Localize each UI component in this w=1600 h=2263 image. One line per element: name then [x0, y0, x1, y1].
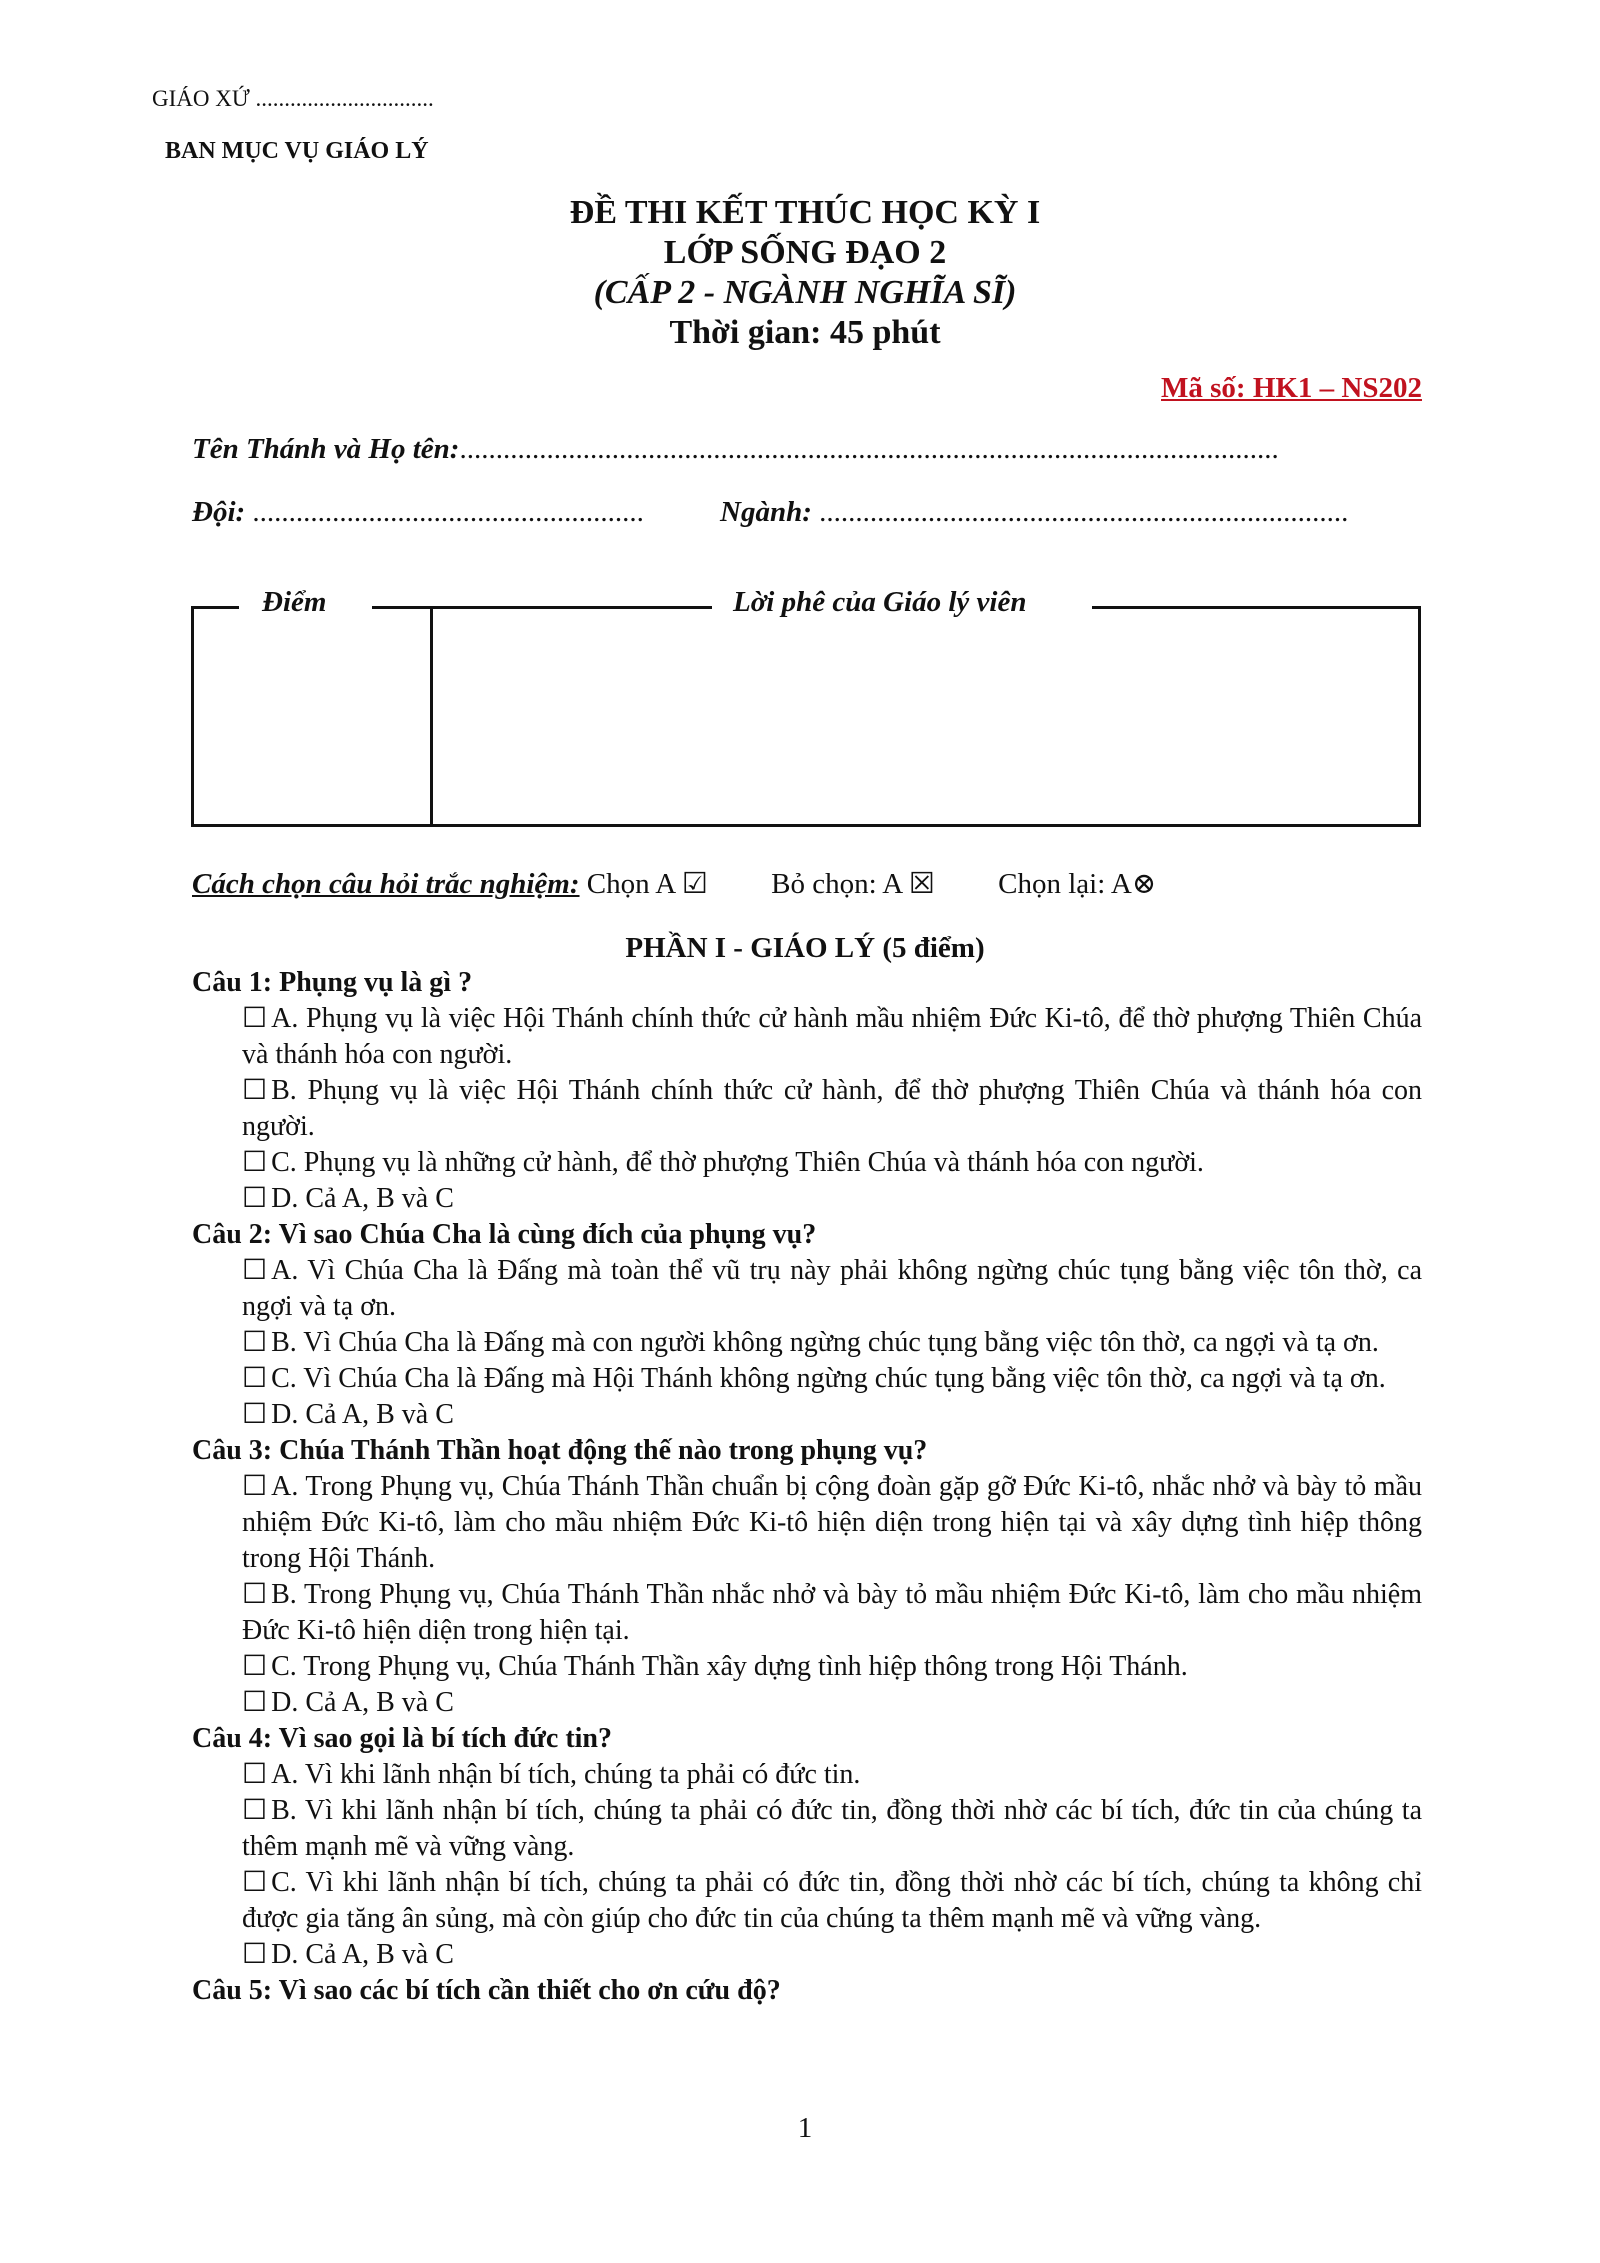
option-text: A. Phụng vụ là việc Hội Thánh chính thức cử hành mầu nhiệm Đức Ki-tô, để thờ phượng Thiên Chúa và thánh hóa con người. — [242, 1003, 1422, 1070]
branch-dots: ......................................................................... — [819, 496, 1349, 528]
checkbox-icon[interactable]: ☐ — [242, 1003, 268, 1034]
board-name: BAN MỤC VỤ GIÁO LÝ — [165, 138, 429, 164]
answer-instructions — [192, 866, 1156, 901]
answer-option[interactable] — [242, 1577, 1422, 1649]
checkbox-icon[interactable]: ☐ — [242, 1687, 268, 1718]
grade-box — [191, 608, 1421, 827]
checkbox-icon[interactable]: ☐ — [242, 1075, 268, 1106]
question-title: Câu 1: Phụng vụ là gì ? — [192, 967, 473, 998]
team-label: Đội: — [192, 496, 246, 528]
answer-option[interactable] — [242, 1181, 1422, 1217]
team-dots: ...................................................... — [252, 496, 644, 528]
questions-list — [192, 965, 1422, 2009]
checkbox-icon[interactable]: ☐ — [242, 1651, 268, 1682]
question-title: Câu 3: Chúa Thánh Thần hoạt động thế nào trong phụng vụ? — [192, 1435, 928, 1466]
reselect-instruction: Chọn lại: A⊗ — [998, 868, 1157, 900]
answer-option[interactable] — [242, 1865, 1422, 1937]
answer-option[interactable] — [242, 1469, 1422, 1577]
option-text: A. Trong Phụng vụ, Chúa Thánh Thần chuẩn bị cộng đoàn gặp gỡ Đức Ki-tô, nhắc nhở và bày tỏ mầu nhiệm Đức Ki-tô, làm cho mầu nhiệm Đức Ki-tô hiện diện trong hiện tại và xây dựng tình hiệp thông trong Hội Thánh. — [242, 1471, 1422, 1574]
answer-option[interactable] — [242, 1253, 1422, 1325]
class-title: LỚP SỐNG ĐẠO 2 — [663, 234, 947, 271]
grade-box-top-left — [191, 606, 239, 609]
checkbox-icon[interactable]: ☐ — [242, 1255, 268, 1286]
branch-label: Ngành: — [720, 496, 812, 528]
page-number: 1 — [797, 2112, 813, 2144]
question-title: Câu 5: Vì sao các bí tích cần thiết cho ơn cứu độ? — [192, 1975, 781, 2006]
grade-box-top-right — [1092, 606, 1421, 609]
answer-option[interactable] — [242, 1793, 1422, 1865]
answer-option[interactable] — [242, 1145, 1422, 1181]
option-text: D. Cả A, B và C — [271, 1399, 454, 1430]
name-label: Tên Thánh và Họ tên: — [192, 433, 460, 465]
answer-option[interactable] — [242, 1685, 1422, 1721]
answer-option[interactable] — [242, 1757, 1422, 1793]
answer-option[interactable] — [242, 1937, 1422, 1973]
option-text: B. Trong Phụng vụ, Chúa Thánh Thần nhắc nhở và bày tỏ mầu nhiệm Đức Ki-tô, làm cho mầu nhiệm Đức Ki-tô hiện diện trong hiện tại. — [242, 1579, 1422, 1646]
checkbox-icon[interactable]: ☐ — [242, 1759, 268, 1790]
question-title: Câu 2: Vì sao Chúa Cha là cùng đích của phụng vụ? — [192, 1219, 817, 1250]
deselect-instruction: Bỏ chọn: A ☒ — [771, 868, 935, 900]
checkbox-icon[interactable]: ☐ — [242, 1471, 268, 1502]
branch-field[interactable] — [720, 496, 1348, 529]
name-field[interactable] — [192, 433, 1279, 466]
option-text: C. Vì khi lãnh nhận bí tích, chúng ta phải có đức tin, đồng thời nhờ các bí tích, chúng ta không chỉ được gia tăng ân sủng, mà còn giúp cho đức tin của chúng ta thêm mạnh mẽ và vững vàng. — [242, 1867, 1422, 1934]
answer-option[interactable] — [242, 1649, 1422, 1685]
checkbox-icon[interactable]: ☐ — [242, 1939, 268, 1970]
option-text: C. Vì Chúa Cha là Đấng mà Hội Thánh không ngừng chúc tụng bằng việc tôn thờ, ca ngợi và tạ ơn. — [271, 1363, 1386, 1394]
comment-label: Lời phê của Giáo lý viên — [727, 586, 1032, 619]
answer-option[interactable] — [242, 1073, 1422, 1145]
answer-option[interactable] — [242, 1397, 1422, 1433]
option-text: B. Vì Chúa Cha là Đấng mà con người không ngừng chúc tụng bằng việc tôn thờ, ca ngợi và tạ ơn. — [271, 1327, 1379, 1358]
option-text: D. Cả A, B và C — [271, 1939, 454, 1970]
exam-code: Mã số: HK1 – NS202 — [1161, 372, 1422, 404]
select-instruction: Chọn A ☑ — [586, 868, 708, 900]
option-text: D. Cả A, B và C — [271, 1183, 454, 1214]
answer-option[interactable] — [242, 1001, 1422, 1073]
option-text: D. Cả A, B và C — [271, 1687, 454, 1718]
question-title: Câu 4: Vì sao gọi là bí tích đức tin? — [192, 1723, 612, 1754]
option-text: C. Trong Phụng vụ, Chúa Thánh Thần xây dựng tình hiệp thông trong Hội Thánh. — [271, 1651, 1188, 1682]
option-text: B. Phụng vụ là việc Hội Thánh chính thức cử hành, để thờ phượng Thiên Chúa và thánh hóa con người. — [242, 1075, 1422, 1142]
checkbox-icon[interactable]: ☐ — [242, 1795, 268, 1826]
section-title: PHẦN I - GIÁO LÝ (5 điểm) — [625, 932, 985, 964]
instructions-label: Cách chọn câu hỏi trắc nghiệm: — [192, 868, 580, 900]
exam-title: ĐỀ THI KẾT THÚC HỌC KỲ I — [569, 194, 1041, 231]
option-text: C. Phụng vụ là những cử hành, để thờ phượng Thiên Chúa và thánh hóa con người. — [271, 1147, 1204, 1178]
answer-option[interactable] — [242, 1361, 1422, 1397]
option-text: A. Vì khi lãnh nhận bí tích, chúng ta phải có đức tin. — [271, 1759, 861, 1790]
checkbox-icon[interactable]: ☐ — [242, 1363, 268, 1394]
grade-box-top-middle — [372, 606, 712, 609]
level-title: (CẤP 2 - NGÀNH NGHĨA SĨ) — [593, 274, 1017, 311]
grade-box-divider — [430, 608, 433, 826]
parish-name: GIÁO XỨ ............................... — [152, 86, 434, 111]
option-text: A. Vì Chúa Cha là Đấng mà toàn thể vũ trụ này phải không ngừng chúc tụng bằng việc tôn thờ, ca ngợi và tạ ơn. — [242, 1255, 1422, 1322]
score-label: Điểm — [256, 586, 332, 619]
name-dots: ................................................................................................................. — [459, 433, 1279, 465]
checkbox-icon[interactable]: ☐ — [242, 1183, 268, 1214]
checkbox-icon[interactable]: ☐ — [242, 1399, 268, 1430]
checkbox-icon[interactable]: ☐ — [242, 1867, 268, 1898]
answer-option[interactable] — [242, 1325, 1422, 1361]
team-field[interactable] — [192, 496, 644, 529]
duration-title: Thời gian: 45 phút — [669, 314, 941, 351]
option-text: B. Vì khi lãnh nhận bí tích, chúng ta phải có đức tin, đồng thời nhờ các bí tích, đức tin của chúng ta thêm mạnh mẽ và vững vàng. — [242, 1795, 1422, 1862]
checkbox-icon[interactable]: ☐ — [242, 1147, 268, 1178]
checkbox-icon[interactable]: ☐ — [242, 1327, 268, 1358]
checkbox-icon[interactable]: ☐ — [242, 1579, 268, 1610]
